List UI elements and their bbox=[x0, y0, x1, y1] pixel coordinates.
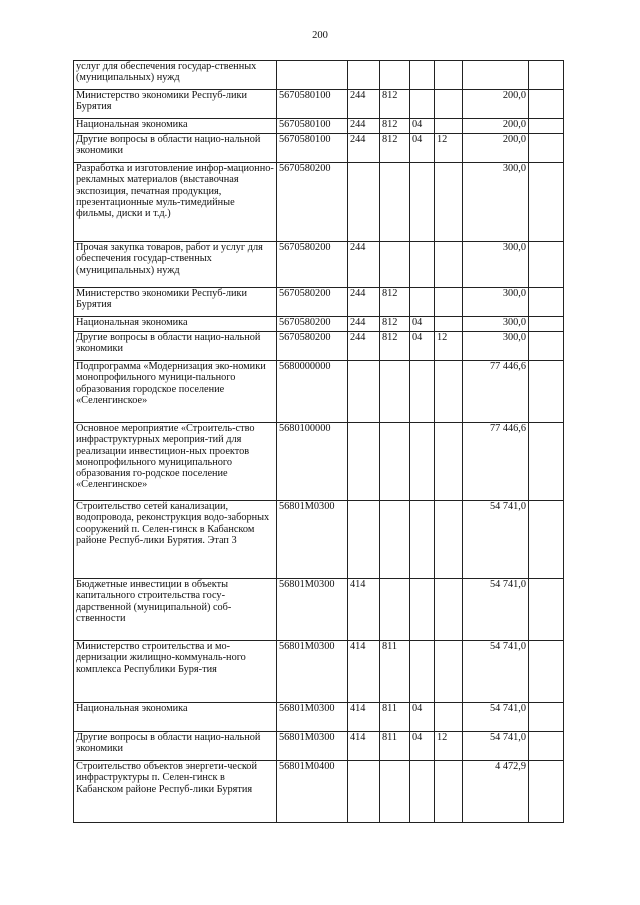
table-row bbox=[74, 134, 564, 163]
table-row bbox=[74, 423, 564, 501]
section-cell: 04 bbox=[410, 703, 435, 732]
expense-type-cell: 414 bbox=[348, 732, 380, 761]
ministry-code-cell: 812 bbox=[380, 317, 410, 332]
target-code-cell: 56801М0300 bbox=[277, 703, 348, 732]
expense-type-cell bbox=[348, 761, 380, 823]
amount-cell: 300,0 bbox=[463, 332, 529, 361]
description-cell: Национальная экономика bbox=[74, 703, 277, 732]
ministry-code-cell bbox=[380, 501, 410, 579]
extra-cell bbox=[529, 579, 564, 641]
subsection-cell: 12 bbox=[435, 332, 463, 361]
description-cell: Министерство экономики Респуб-лики Бурятия bbox=[74, 90, 277, 119]
target-code-cell: 56801М0300 bbox=[277, 501, 348, 579]
table-row bbox=[74, 61, 564, 90]
section-cell bbox=[410, 641, 435, 703]
extra-cell bbox=[529, 90, 564, 119]
ministry-code-cell: 812 bbox=[380, 288, 410, 317]
table-row bbox=[74, 317, 564, 332]
expense-type-cell: 244 bbox=[348, 90, 380, 119]
description-cell: Строительство сетей канализации, водопровода, реконструкция водо-заборных сооружений п. Селен-гинск в Кабанском районе Респуб-лики Бурятия. Этап 3 bbox=[74, 501, 277, 579]
amount-cell: 300,0 bbox=[463, 288, 529, 317]
ministry-code-cell: 811 bbox=[380, 641, 410, 703]
table-row bbox=[74, 119, 564, 134]
expense-type-cell: 244 bbox=[348, 317, 380, 332]
amount-cell: 200,0 bbox=[463, 119, 529, 134]
section-cell bbox=[410, 579, 435, 641]
ministry-code-cell: 811 bbox=[380, 703, 410, 732]
ministry-code-cell: 812 bbox=[380, 332, 410, 361]
amount-cell bbox=[463, 61, 529, 90]
description-cell: Прочая закупка товаров, работ и услуг для обеспечения государ-ственных (муниципальных) нужд bbox=[74, 242, 277, 288]
amount-cell: 4 472,9 bbox=[463, 761, 529, 823]
target-code-cell: 56801М0300 bbox=[277, 579, 348, 641]
expense-type-cell bbox=[348, 163, 380, 242]
amount-cell: 54 741,0 bbox=[463, 732, 529, 761]
extra-cell bbox=[529, 641, 564, 703]
target-code-cell: 56801М0300 bbox=[277, 732, 348, 761]
description-cell: Министерство экономики Респуб-лики Бурятия bbox=[74, 288, 277, 317]
section-cell bbox=[410, 90, 435, 119]
ministry-code-cell bbox=[380, 361, 410, 423]
extra-cell bbox=[529, 423, 564, 501]
description-cell: Разработка и изготовление инфор-мационно-рекламных материалов (выставочная экспозиция, печатная продукция, презентационные муль-тимедийные фильмы, диски и т.д.) bbox=[74, 163, 277, 242]
ministry-code-cell: 811 bbox=[380, 732, 410, 761]
target-code-cell: 56801М0400 bbox=[277, 761, 348, 823]
table-row bbox=[74, 163, 564, 242]
extra-cell bbox=[529, 61, 564, 90]
subsection-cell bbox=[435, 317, 463, 332]
section-cell bbox=[410, 761, 435, 823]
extra-cell bbox=[529, 119, 564, 134]
ministry-code-cell bbox=[380, 61, 410, 90]
target-code-cell: 5680000000 bbox=[277, 361, 348, 423]
table-row bbox=[74, 703, 564, 732]
extra-cell bbox=[529, 332, 564, 361]
extra-cell bbox=[529, 317, 564, 332]
amount-cell: 200,0 bbox=[463, 134, 529, 163]
expense-type-cell: 414 bbox=[348, 703, 380, 732]
ministry-code-cell: 812 bbox=[380, 119, 410, 134]
ministry-code-cell bbox=[380, 761, 410, 823]
description-cell: Министерство строительства и мо-дернизации жилищно-коммуналь-ного комплекса Республики Буря-тия bbox=[74, 641, 277, 703]
section-cell: 04 bbox=[410, 332, 435, 361]
section-cell bbox=[410, 163, 435, 242]
description-cell: Другие вопросы в области нацио-нальной экономики bbox=[74, 332, 277, 361]
subsection-cell bbox=[435, 703, 463, 732]
ministry-code-cell bbox=[380, 423, 410, 501]
description-cell: Основное мероприятие «Строитель-ство инфраструктурных мероприя-тий для реализации инвестицион-ных проектов монопрофильного муниципального образования го-родское поселение «Селенгинское» bbox=[74, 423, 277, 501]
expense-type-cell: 244 bbox=[348, 288, 380, 317]
subsection-cell bbox=[435, 579, 463, 641]
ministry-code-cell bbox=[380, 579, 410, 641]
description-cell: Национальная экономика bbox=[74, 119, 277, 134]
expense-type-cell bbox=[348, 501, 380, 579]
ministry-code-cell bbox=[380, 242, 410, 288]
section-cell bbox=[410, 501, 435, 579]
extra-cell bbox=[529, 732, 564, 761]
extra-cell bbox=[529, 288, 564, 317]
target-code-cell: 5670580200 bbox=[277, 332, 348, 361]
amount-cell: 54 741,0 bbox=[463, 579, 529, 641]
section-cell: 04 bbox=[410, 134, 435, 163]
amount-cell: 54 741,0 bbox=[463, 703, 529, 732]
subsection-cell bbox=[435, 361, 463, 423]
expense-type-cell: 244 bbox=[348, 119, 380, 134]
table-row bbox=[74, 288, 564, 317]
description-cell: услуг для обеспечения государ-ственных (муниципальных) нужд bbox=[74, 61, 277, 90]
expense-type-cell: 414 bbox=[348, 641, 380, 703]
expense-type-cell: 244 bbox=[348, 134, 380, 163]
expense-type-cell bbox=[348, 423, 380, 501]
amount-cell: 77 446,6 bbox=[463, 361, 529, 423]
description-cell: Бюджетные инвестиции в объекты капитального строительства госу-дарственной (муниципальной) соб-ственности bbox=[74, 579, 277, 641]
table-row bbox=[74, 641, 564, 703]
budget-table bbox=[73, 60, 564, 823]
table-row bbox=[74, 579, 564, 641]
section-cell: 04 bbox=[410, 119, 435, 134]
subsection-cell: 12 bbox=[435, 134, 463, 163]
target-code-cell: 5670580100 bbox=[277, 134, 348, 163]
subsection-cell bbox=[435, 288, 463, 317]
extra-cell bbox=[529, 134, 564, 163]
section-cell: 04 bbox=[410, 732, 435, 761]
section-cell bbox=[410, 288, 435, 317]
table-row bbox=[74, 332, 564, 361]
ministry-code-cell bbox=[380, 163, 410, 242]
table-row bbox=[74, 761, 564, 823]
description-cell: Другие вопросы в области нацио-нальной экономики bbox=[74, 134, 277, 163]
section-cell bbox=[410, 423, 435, 501]
section-cell bbox=[410, 61, 435, 90]
amount-cell: 77 446,6 bbox=[463, 423, 529, 501]
target-code-cell: 5670580200 bbox=[277, 163, 348, 242]
amount-cell: 300,0 bbox=[463, 317, 529, 332]
section-cell bbox=[410, 242, 435, 288]
target-code-cell: 5680100000 bbox=[277, 423, 348, 501]
section-cell: 04 bbox=[410, 317, 435, 332]
amount-cell: 200,0 bbox=[463, 90, 529, 119]
table-row bbox=[74, 501, 564, 579]
subsection-cell bbox=[435, 119, 463, 134]
expense-type-cell bbox=[348, 61, 380, 90]
expense-type-cell: 244 bbox=[348, 332, 380, 361]
description-cell: Другие вопросы в области нацио-нальной экономики bbox=[74, 732, 277, 761]
subsection-cell bbox=[435, 163, 463, 242]
subsection-cell bbox=[435, 761, 463, 823]
extra-cell bbox=[529, 501, 564, 579]
ministry-code-cell: 812 bbox=[380, 90, 410, 119]
amount-cell: 300,0 bbox=[463, 163, 529, 242]
expense-type-cell: 414 bbox=[348, 579, 380, 641]
ministry-code-cell: 812 bbox=[380, 134, 410, 163]
page-number: 200 bbox=[312, 30, 328, 41]
extra-cell bbox=[529, 703, 564, 732]
subsection-cell: 12 bbox=[435, 732, 463, 761]
subsection-cell bbox=[435, 61, 463, 90]
expense-type-cell bbox=[348, 361, 380, 423]
table-row bbox=[74, 361, 564, 423]
extra-cell bbox=[529, 242, 564, 288]
description-cell: Подпрограмма «Модернизация эко-номики монопрофильного муници-пального образования городское поселение «Селенгинское» bbox=[74, 361, 277, 423]
table-row bbox=[74, 90, 564, 119]
extra-cell bbox=[529, 361, 564, 423]
amount-cell: 300,0 bbox=[463, 242, 529, 288]
extra-cell bbox=[529, 761, 564, 823]
amount-cell: 54 741,0 bbox=[463, 501, 529, 579]
target-code-cell: 5670580200 bbox=[277, 288, 348, 317]
subsection-cell bbox=[435, 242, 463, 288]
target-code-cell bbox=[277, 61, 348, 90]
amount-cell: 54 741,0 bbox=[463, 641, 529, 703]
subsection-cell bbox=[435, 90, 463, 119]
description-cell: Строительство объектов энергети-ческой инфраструктуры п. Селен-гинск в Кабанском районе Респуб-лики Бурятия bbox=[74, 761, 277, 823]
target-code-cell: 5670580200 bbox=[277, 317, 348, 332]
expense-type-cell: 244 bbox=[348, 242, 380, 288]
target-code-cell: 56801М0300 bbox=[277, 641, 348, 703]
description-cell: Национальная экономика bbox=[74, 317, 277, 332]
target-code-cell: 5670580100 bbox=[277, 119, 348, 134]
section-cell bbox=[410, 361, 435, 423]
target-code-cell: 5670580100 bbox=[277, 90, 348, 119]
target-code-cell: 5670580200 bbox=[277, 242, 348, 288]
subsection-cell bbox=[435, 423, 463, 501]
subsection-cell bbox=[435, 641, 463, 703]
extra-cell bbox=[529, 163, 564, 242]
table-row bbox=[74, 242, 564, 288]
table-row bbox=[74, 732, 564, 761]
subsection-cell bbox=[435, 501, 463, 579]
